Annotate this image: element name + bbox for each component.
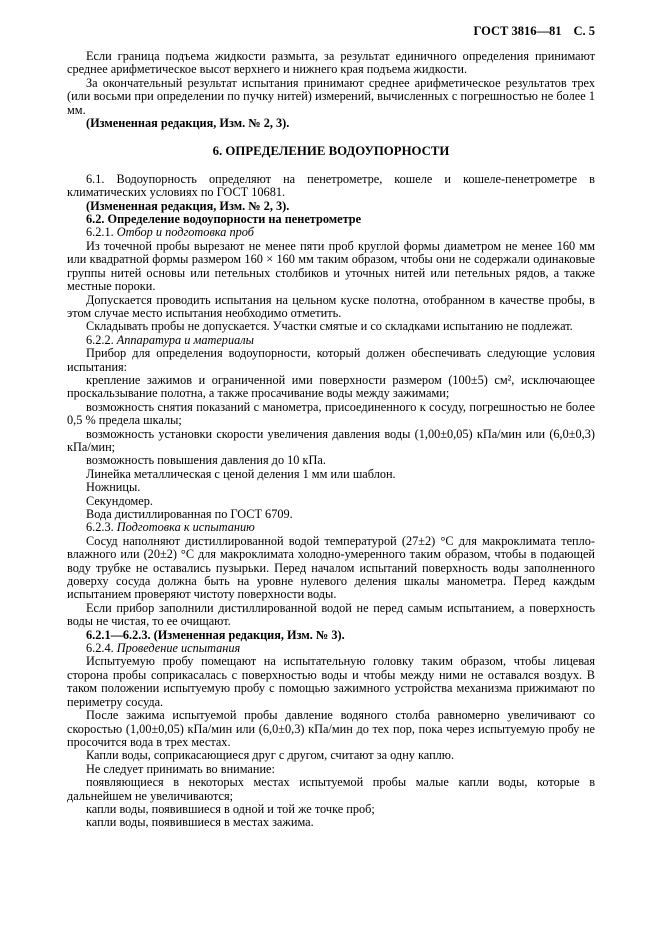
text-run: возможность установки скорости увеличения давления воды (1,00±0,05) кПа/мин или (6,0±0,3) кПа/мин;: [67, 426, 595, 454]
paragraph: [67, 347, 595, 374]
text-run: Если прибор заполнили дистиллированной водой не перед самым испытанием, а поверхность воды не чистая, то ее очищают.: [67, 600, 595, 629]
paragraph: [67, 508, 595, 521]
text-run: капли воды, появившиеся в местах зажима.: [86, 815, 314, 830]
paragraph: [67, 77, 595, 117]
text-run: Вода дистиллированная по ГОСТ 6709.: [86, 507, 293, 521]
section-heading: [67, 145, 595, 158]
page-number: С. 5: [573, 24, 595, 38]
paragraph: [67, 481, 595, 494]
page-header: [67, 24, 595, 38]
text-run: 6.2.2.: [86, 332, 117, 347]
text-run: Аппаратура и материалы: [116, 332, 254, 347]
text-run: появляющиеся в некоторых местах испытуемой пробы малые капли воды, которые в дальнейшем не увеличиваются;: [67, 775, 595, 803]
text-run: Складывать пробы не допускается. Участки смятые и со складками испытанию не подлежат.: [86, 319, 573, 334]
text-run: Ножницы.: [86, 480, 141, 495]
text-run: возможность повышения давления до 10 кПа.: [86, 453, 326, 468]
paragraph: [67, 401, 595, 428]
paragraph: [67, 468, 595, 481]
text-run: 6. ОПРЕДЕЛЕНИЕ ВОДОУПОРНОСТИ: [212, 144, 450, 159]
text-run: 6.1. Водоупорность определяют на пенетрометре, кошеле и кошеле-пенетрометре в климатических условиях по ГОСТ 10681.: [67, 171, 595, 200]
paragraph: [67, 374, 595, 401]
paragraph: [67, 602, 595, 629]
text-run: 6.2.1—6.2.3.: [86, 627, 154, 642]
paragraph: [67, 226, 595, 239]
paragraph: [67, 709, 595, 749]
paragraph: [67, 776, 595, 803]
paragraph: [67, 629, 595, 642]
paragraph: [67, 320, 595, 333]
paragraph: [67, 200, 595, 213]
text-run: Секундомер.: [86, 493, 153, 508]
paragraph: [67, 763, 595, 776]
text-run: крепление зажимов и ограниченной ими поверхности размером (100±5) см², исключающее проскальзывание полотна, а также просачивание воды между зажимами;: [67, 372, 595, 401]
paragraph: [67, 495, 595, 508]
text-run: возможность снятия показаний с манометра, присоединенного к сосуду, погрешностью не более 0,5 % предела шкалы;: [67, 399, 595, 428]
text-run: Прибор для определения водоупорности, который должен обеспечивать следующие условия испытания:: [67, 346, 595, 374]
paragraph: [67, 240, 595, 294]
paragraph: [67, 50, 595, 77]
paragraph: [67, 521, 595, 534]
text-run: Капли воды, соприкасающиеся друг с другом, считают за одну каплю.: [86, 748, 455, 763]
text-run: Испытуемую пробу помещают на испытательную головку таким образом, чтобы лицевая сторона пробы соприкасалась с поверхностью воды и чтобы между ними не оставался воздух. В таком положении испытуемую пробу с помощью зажимного устройства механизма прижимают по периметру сосуда.: [67, 654, 595, 709]
text-run: (Измененная редакция, Изм. № 2, 3).: [86, 116, 290, 131]
text-run: Сосуд наполняют дистиллированной водой температурой (27±2) °С для макроклимата тепло-влажного или (20±2) °С для макроклимата холодно-умеренного таким образом, чтобы в подающей воду трубке не оставались пузырьки. Перед началом испытаний поверхность воды заполненного доверху сосуда должна быть на уровне нулевого деления шкалы манометра. Перед каждым испытанием проверяют чистоту поверхности воды.: [67, 533, 595, 602]
paragraph: [67, 428, 595, 455]
paragraph: [67, 642, 595, 655]
text-run: Если граница подъема жидкости размыта, за результат единичного определения принимают среднее арифметическое высот верхнего и нижнего края подъема жидкости.: [67, 49, 595, 77]
document-body: [67, 50, 595, 830]
text-run: (Измененная редакция, Изм. № 2, 3).: [86, 198, 290, 213]
text-run: После зажима испытуемой пробы давление водяного столба равномерно увеличивают со скоростью (1,00±0,05) кПа/мин или (6,0±0,3) кПа/мин до тех пор, пока через испытуемую пробу не просочится вода в трех местах.: [67, 708, 595, 749]
text-run: Подготовка к испытанию: [116, 520, 255, 535]
text-run: 6.2.4.: [86, 641, 117, 656]
paragraph: [67, 213, 595, 226]
text-run: Не следует принимать во внимание:: [86, 761, 275, 776]
paragraph: [67, 454, 595, 467]
paragraph: [67, 816, 595, 829]
paragraph: [67, 803, 595, 816]
paragraph: [67, 334, 595, 347]
text-run: За окончательный результат испытания принимают среднее арифметическое результатов трех (или восьми при определении по пучку нитей) измерений, вычисленных с погрешностью не более 1 мм.: [67, 75, 595, 117]
paragraph: [67, 294, 595, 321]
text-run: Линейка металлическая с ценой деления 1 мм или шаблон.: [86, 466, 396, 481]
paragraph: [67, 535, 595, 602]
text-run: капли воды, появившиеся в одной и той же точке проб;: [86, 801, 375, 816]
text-run: Проведение испытания: [116, 641, 241, 656]
paragraph: [67, 173, 595, 200]
paragraph: [67, 749, 595, 762]
text-run: Из точечной пробы вырезают не менее пяти проб круглой формы диаметром не менее 160 мм или квадратной формы размером 160 × 160 мм таким образом, чтобы они не содержали одинаковые группы нитей основы или петельных столбиков и уточных нитей или петельных рядов, а также местные пороки.: [67, 238, 595, 294]
text-run: (Измененная редакция, Изм. № 3).: [153, 627, 345, 642]
paragraph: [67, 655, 595, 709]
paragraph: [67, 117, 595, 130]
text-run: 6.2.1.: [86, 225, 117, 240]
text-run: 6.2.3.: [86, 520, 117, 535]
doc-code: ГОСТ 3816—81: [473, 24, 562, 38]
text-run: Допускается проводить испытания на цельном куске полотна, отобранном в качестве пробы, в этом случае место испытания необходимо отметить.: [67, 292, 595, 320]
text-run: 6.2. Определение водоупорности на пенетрометре: [86, 212, 362, 227]
text-run: Отбор и подготовка проб: [116, 225, 254, 240]
